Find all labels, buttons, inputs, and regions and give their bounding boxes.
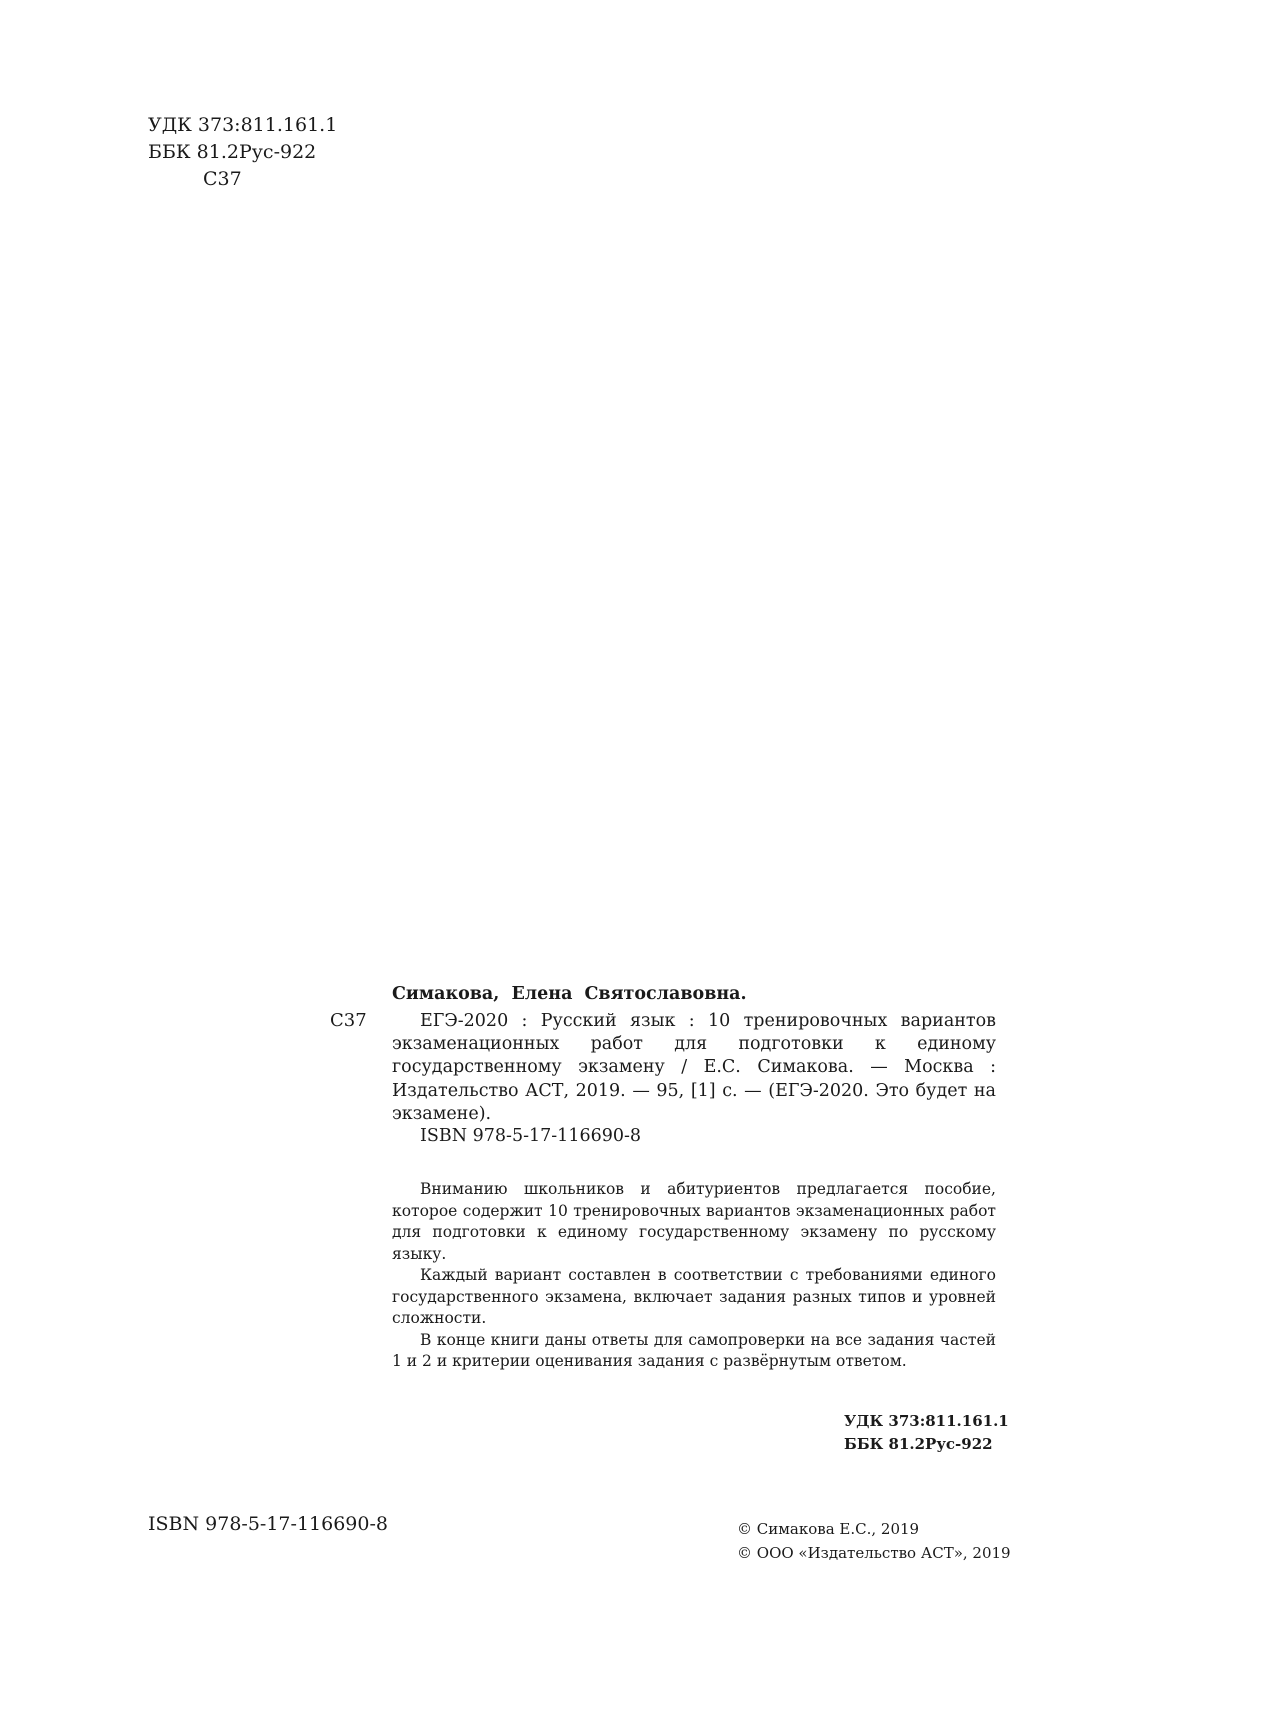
header-udk: УДК 373:811.161.1 [148, 114, 338, 136]
catalog-annotation [392, 1179, 996, 1373]
header-bbk: ББК 81.2Рус-922 [148, 141, 317, 163]
catalog-description [392, 1010, 996, 1126]
catalog-classification-codes [844, 1410, 1009, 1456]
header-classification-codes [148, 112, 337, 193]
footer-copyright [737, 1517, 1011, 1565]
annotation-paragraph: В конце книги даны ответы для самопроверки на все задания частей 1 и 2 и критерии оценивания задания с развёрнутым ответом. [392, 1330, 996, 1370]
catalog-author: Симакова, Елена Святославовна. [392, 984, 747, 1004]
annotation-paragraph: Вниманию школьников и абитуриентов предлагается пособие, которое содержит 10 тренировочных вариантов экзаменационных работ для подготовки к единому государственному экзамену по русскому языку. [392, 1180, 996, 1263]
footer-isbn: ISBN 978-5-17-116690-8 [148, 1513, 388, 1535]
copyright-author: © Симакова Е.С., 2019 [737, 1520, 920, 1538]
catalog-description-text: ЕГЭ-2020 : Русский язык : 10 тренировочных вариантов экзаменационных работ для подготовки к единому государственному экзамену / Е.С. Симакова. — Москва : Издательство АСТ, 2019. — 95, [1] с. — (ЕГЭ-2020. Это будет на экзамене). [392, 1011, 996, 1124]
header-author-mark: С37 [203, 168, 242, 190]
catalog-author-mark: С37 [330, 1010, 367, 1031]
copyright-publisher: © ООО «Издательство АСТ», 2019 [737, 1544, 1011, 1562]
annotation-paragraph: Каждый вариант составлен в соответствии с требованиями единого государственного экзамена, включает задания разных типов и уровней сложности. [392, 1266, 996, 1327]
catalog-udk: УДК 373:811.161.1 [844, 1412, 1009, 1430]
catalog-isbn: ISBN 978-5-17-116690-8 [420, 1126, 642, 1146]
catalog-bbk: ББК 81.2Рус-922 [844, 1435, 993, 1453]
